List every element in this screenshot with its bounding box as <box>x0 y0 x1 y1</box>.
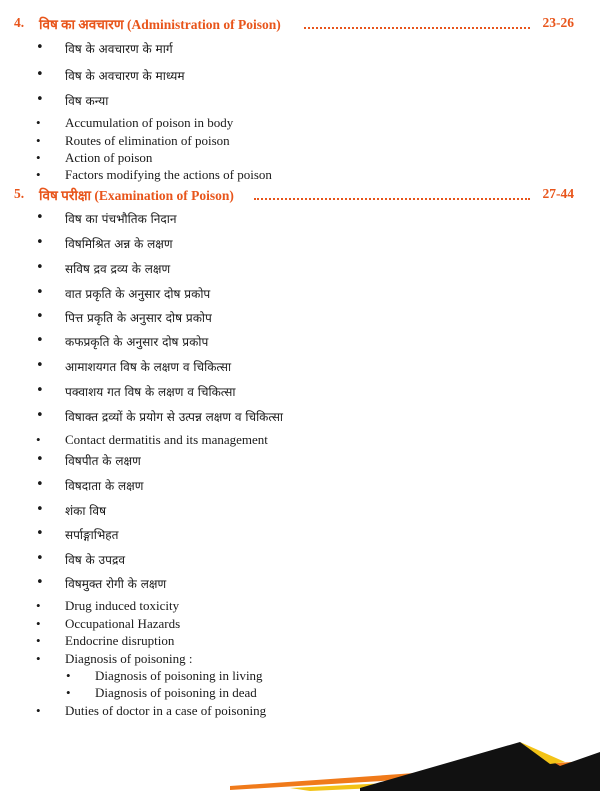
chapter-number: 5. <box>14 186 25 201</box>
contents-page: 4. विष का अवचारण (Administration of Poison) 23-26 • विष के अवचारण के मार्ग • विष के अवचारण के माध्यम • विष कन्या • Accumulation of poison in body • Routes of elimination of poison • Action of poison • Factors modifying the actions of poison 5. विष परीक्षा (Examination of Poison) 27-44 • विष का पंचभौतिक निदान • विषमिश्रित अन्न के लक्षण • सविष द्रव द्रव्य के लक्षण • वात प्रकृति के अनुसार दोष प्रकोप • पित्त प्रकृति के अनुसार दोष प्रकोप • कफप्रकृति के अनुसार दोष प्रकोप • आमाशयगत विष के लक्षण व चिकित्सा • पक्वाशय गत विष के लक्षण व चिकित्सा • विषाक्त द्रव्यों के प्रयोग से उत्पन्न लक्षण व चिकित्सा • Contact dermatitis and its management • विषपीत के लक्षण • विषदाता के लक्षण • शंका विष • सर्पाङ्गाभिहत • विष के उपद्रव • विषमुक्त रोगी के लक्षण • Drug induced toxicity • Occupational Hazards • Endocrine disruption • Diagnosis of poisoning : • Diagnosis of poisoning in living • Diagnosis of poisoning in dead • Duties of doctor in a case of poisoning <box>0 0 600 791</box>
dot-leader <box>254 198 530 200</box>
dot-leader <box>304 27 530 29</box>
chapter-title: विष का अवचारण (Administration of Poison) <box>39 17 281 32</box>
chapter-title: विष परीक्षा (Examination of Poison) <box>39 188 234 203</box>
chapter-pages: 27-44 <box>542 186 574 201</box>
chapter-4-heading[interactable] <box>14 12 574 34</box>
decor-dark-shape <box>360 742 600 791</box>
corner-decoration <box>230 738 600 791</box>
chapter-5-heading[interactable] <box>14 183 574 205</box>
chapter-pages: 23-26 <box>542 15 574 30</box>
chapter-number: 4. <box>14 15 25 30</box>
